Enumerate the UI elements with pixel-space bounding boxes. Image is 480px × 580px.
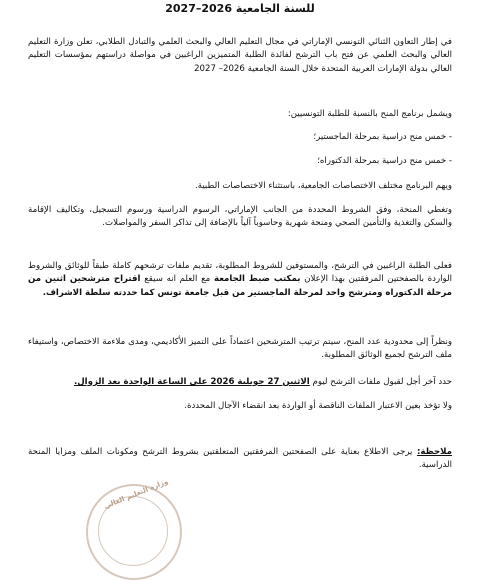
program-paragraph: ويشمل برنامج المنح بالنسبة للطلبة التونسيين: (287, 109, 452, 119)
note-text: يرجى الاطلاع بعناية على الصفحتين المرفقتين المتعلقتين بشروط الترشح ومكونات الملف ومزايا المنحة الدراسية. (28, 447, 452, 471)
application-candidates: اقتراح مترشحين اثنين من مرحلة الدكتوراه ومترشح واحد لمرحلة الماجستير من قبل جامعة تونس كما حددته سلطة الاشراف. (28, 274, 452, 298)
application-note: مع العلم انه سيقع (144, 274, 211, 285)
page-title: للسنة الجامعية 2026–2027 (165, 2, 315, 15)
selection-paragraph: ونظراً إلى محدودية عدد المنح، سيتم ترتيب المترشحين اعتماداً على التميز الأكاديمي، ومدى ملاءمة الاختصاص، واستيفاء ملف الترشح لجميع الوثائق المطلوبة. (28, 337, 452, 361)
note-label: ملاحظة: (416, 447, 452, 457)
application-paragraph (28, 260, 452, 300)
note-paragraph (28, 446, 452, 473)
intro-paragraph: في إطار التعاون الثنائي التونسي الإماراتي في مجال التعليم العالي والبحث العلمي والتبادل الطلابي، تعلن وزارة التعليم العالي والبحث العلمي عن فتح باب الترشح لفائدة الطلبة المتميزين الراغبين في مواصلة دراستهم بمؤسسات التعليم العالي بدولة الإمارات العربية المتحدة خلال السنة الجامعية 2026– 2027 (28, 37, 452, 74)
list-item-doctorate: - خمس منح دراسية بمرحلة الدكتوراه؛ (317, 156, 452, 166)
deadline-date: الاثنين 27 جويلية 2026 على الساعة الواحدة بعد الزوال. (73, 377, 310, 387)
seal-text: وزارة التعليم العالي (102, 477, 170, 511)
deadline-intro: حدد آخر أجل لقبول ملفات الترشح ليوم (312, 377, 452, 387)
list-item-masters: - خمس منح دراسية بمرحلة الماجستير؛ (313, 132, 452, 142)
application-office: بمكتب ضبط الجامعة (213, 274, 301, 285)
fields-paragraph: ويهم البرنامج مختلف الاختصاصات الجامعية، باستثناء الاختصاصات الطبية. (195, 181, 452, 191)
coverage-paragraph: وتغطي المنحة، وفق الشروط المحددة من الجانب الإماراتي، الرسوم الدراسية ورسوم التسجيل، وتكاليف الإقامة والسكن والتغذية والتأمين الصحي ومنحة شهرية وحاسوباً آلياً بالإضافة إلى تذاكر السفر والمواصلات. (28, 205, 452, 229)
deadline-paragraph (28, 376, 452, 389)
incomplete-paragraph: ولا تؤخذ بعين الاعتبار الملفات الناقصة أو الواردة بعد انقضاء الآجال المحددة. (184, 401, 452, 411)
application-text: فعلى الطلبة الراغبين في الترشح، والمستوفين للشروط المطلوبة، تقديم ملفات ترشحهم كاملة طبقاً للوثائق والشروط الواردة بالصفحتين المرفقتين بهذا الإعلان (28, 261, 452, 285)
